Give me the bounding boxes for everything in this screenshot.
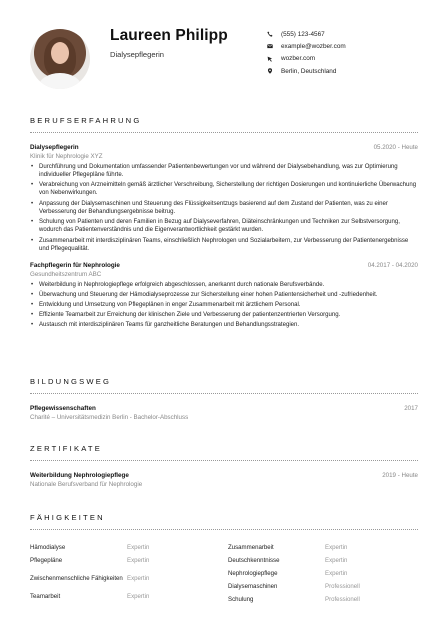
certificate-title: Weiterbildung Nephrologiepflege bbox=[30, 472, 129, 479]
bullet-item: • Zusammenarbeit mit interdisziplinären Teams, einschließlich Nephrologen und Sozialarbeitern, zur Verbesserung der Patientenergebnisse und Pflegequalität. bbox=[30, 237, 418, 254]
section-divider bbox=[30, 393, 418, 394]
job-entry bbox=[30, 262, 418, 329]
certificate-date: 2019 - Heute bbox=[382, 472, 418, 479]
skill-name: Dialysemaschinen bbox=[228, 583, 278, 590]
skill-name: Deutschkenntnisse bbox=[228, 557, 280, 564]
skill-name: Zwischenmenschliche Fähigkeiten bbox=[30, 574, 123, 582]
certificate-issuer: Nationale Berufsverband für Nephrologie bbox=[30, 480, 143, 488]
candidate-role: Dialysepflegerin bbox=[110, 50, 165, 59]
bullet-item: • Austausch mit interdisziplinären Teams für ganzheitliche Beratungen und Behandlungsstrategien. bbox=[30, 321, 418, 329]
skills-left-column bbox=[30, 541, 220, 603]
job-date: 05.2020 - Heute bbox=[373, 144, 418, 151]
profile-photo bbox=[30, 29, 90, 89]
job-date: 04.2017 - 04.2020 bbox=[367, 262, 418, 270]
section-divider bbox=[30, 132, 418, 133]
skill-item bbox=[228, 593, 418, 606]
location-pin-icon bbox=[267, 68, 277, 74]
skill-level: Professionell bbox=[325, 583, 360, 590]
bullet-item: • Weiterbildung in Nephrologiepflege erfolgreich abgeschlossen, anerkannt durch nationale Berufsverbände. bbox=[30, 281, 418, 289]
skill-level: Professionell bbox=[325, 596, 360, 603]
section-title: BILDUNGSWEG bbox=[30, 377, 112, 386]
job-bullets bbox=[30, 281, 418, 330]
skill-item bbox=[228, 580, 418, 593]
experience-section bbox=[30, 116, 418, 331]
phone-icon bbox=[267, 31, 277, 37]
certificates-section bbox=[30, 444, 418, 488]
contact-email-text[interactable]: example@wozber.com bbox=[281, 42, 346, 50]
contact-phone-text: (555) 123-4567 bbox=[281, 30, 325, 38]
skill-level: Expertin bbox=[127, 593, 150, 600]
job-title: Dialysepflegerin bbox=[30, 144, 79, 151]
candidate-name: Laureen Philipp bbox=[110, 27, 228, 44]
skill-item bbox=[30, 590, 220, 603]
section-title: BERUFSERFAHRUNG bbox=[30, 116, 142, 125]
skill-item bbox=[30, 567, 220, 590]
skill-level: Expertin bbox=[127, 544, 150, 551]
contact-website[interactable] bbox=[267, 53, 346, 65]
bullet-item: • Entwicklung und Umsetzung von Pflegeplänen in enger Zusammenarbeit mit ärztlichem Personal. bbox=[30, 301, 418, 309]
education-degree: Pflegewissenschaften bbox=[30, 405, 96, 412]
contact-phone bbox=[267, 28, 346, 40]
contact-email[interactable] bbox=[267, 40, 346, 52]
skill-level: Expertin bbox=[325, 570, 348, 577]
job-employer: Gesundheitszentrum ABC bbox=[30, 270, 102, 278]
skill-name: Teamarbeit bbox=[30, 593, 61, 600]
bullet-item: • Anpassung der Dialysemaschinen und Steuerung des Flüssigkeitsentzugs basierend auf dem Zustand der Patienten, was zu einer Verbesserung der Behandlungsergebnisse beitrug. bbox=[30, 200, 418, 217]
contact-location bbox=[267, 65, 346, 77]
skills-right-column bbox=[228, 541, 418, 606]
bullet-item: • Durchführung und Dokumentation umfassender Patientenbewertungen vor und während der Dialysebehandlung, was zur Optimierung individueller Pflegepläne führte. bbox=[30, 163, 418, 180]
skill-item bbox=[228, 541, 418, 554]
education-institution: Charité – Universitätsmedizin Berlin - Bachelor-Abschluss bbox=[30, 413, 189, 421]
job-title: Fachpflegerin für Nephrologie bbox=[30, 262, 120, 270]
section-title: FÄHIGKEITEN bbox=[30, 513, 105, 522]
bullet-item: • Schulung von Patienten und deren Familien in Bezug auf Dialyseverfahren, Diäteinschränkungen und Techniken zur Selbstversorgung, wodurch das Patientenverständnis und die Eigenverantwortlichkeit gestärkt wurden. bbox=[30, 218, 418, 235]
skill-item bbox=[30, 554, 220, 567]
link-icon bbox=[267, 56, 277, 62]
contact-list bbox=[267, 28, 346, 77]
skill-level: Expertin bbox=[325, 557, 348, 564]
section-title: ZERTIFIKATE bbox=[30, 444, 103, 453]
section-divider bbox=[30, 460, 418, 461]
skill-name: Pflegepläne bbox=[30, 557, 63, 564]
bullet-item: • Überwachung und Steuerung der Hämodialyseprozesse zur Sicherstellung einer hohen Patientensicherheit und -zufriedenheit. bbox=[30, 291, 418, 299]
section-divider bbox=[30, 529, 418, 530]
skill-item bbox=[228, 567, 418, 580]
job-employer: Klinik für Nephrologie XYZ bbox=[30, 152, 103, 160]
skill-level: Expertin bbox=[325, 544, 348, 551]
bullet-item: • Effiziente Teamarbeit zur Erreichung der klinischen Ziele und Verbesserung der patientenzentrierten Versorgung. bbox=[30, 311, 418, 319]
skill-item bbox=[30, 541, 220, 554]
skill-level: Expertin bbox=[127, 575, 150, 582]
skill-name: Schulung bbox=[228, 596, 254, 603]
education-date: 2017 bbox=[404, 405, 418, 412]
mail-icon bbox=[267, 43, 277, 49]
skill-item bbox=[228, 554, 418, 567]
education-entry bbox=[30, 405, 418, 421]
skill-name: Zusammenarbeit bbox=[228, 544, 274, 551]
skills-grid bbox=[30, 541, 418, 621]
contact-website-text[interactable]: wozber.com bbox=[281, 55, 316, 63]
job-entry bbox=[30, 144, 418, 253]
education-section bbox=[30, 377, 418, 421]
skill-level: Expertin bbox=[127, 557, 150, 564]
contact-location-text: Berlin, Deutschland bbox=[281, 67, 337, 75]
certificate-entry bbox=[30, 472, 418, 488]
job-bullets bbox=[30, 163, 418, 254]
skills-section bbox=[30, 513, 418, 621]
bullet-item: • Verabreichung von Arzneimitteln gemäß ärztlicher Verschreibung, Sicherstellung der richtigen Dosierungen und kontinuierliche Überwachung von Nebenwirkungen. bbox=[30, 181, 418, 198]
skill-name: Hämodialyse bbox=[30, 544, 66, 551]
skill-name: Nephrologiepflege bbox=[228, 570, 278, 577]
